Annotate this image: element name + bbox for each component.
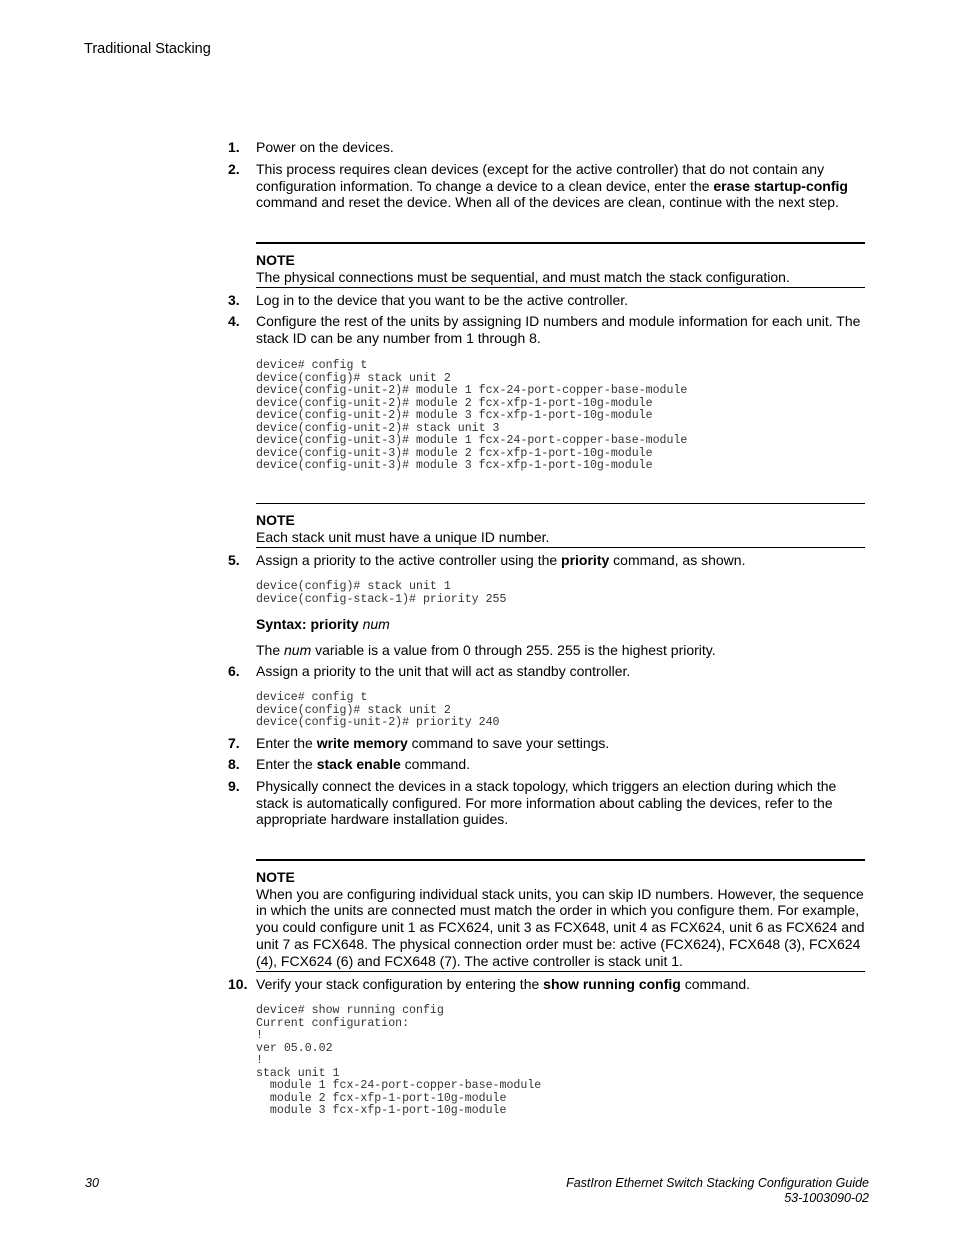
- command-name: write memory: [316, 735, 408, 751]
- step-text: Configure the rest of the units by assigning ID numbers and module information for each unit. The stack ID can be any number from 1 through 8.: [256, 313, 861, 346]
- step-number: 9.: [228, 778, 240, 794]
- command-name: show running config: [543, 976, 681, 992]
- step-text: Assign a priority to the unit that will act as standby controller.: [256, 663, 631, 679]
- note-label: NOTE: [256, 869, 295, 885]
- note-text: The physical connections must be sequential, and must match the stack configuration.: [256, 268, 790, 285]
- step-7: [228, 735, 868, 752]
- step-text: Power on the devices.: [256, 139, 394, 155]
- note-top-rule: [256, 503, 865, 504]
- command-name: erase startup-config: [713, 177, 848, 194]
- note-text: Each stack unit must have a unique ID number.: [256, 528, 550, 545]
- step-5: [228, 552, 868, 569]
- code-block-2: device(config)# stack unit 1 device(config-stack-1)# priority 255: [256, 580, 507, 606]
- step-text: Assign a priority to the active controller using the priority command, as shown.: [256, 552, 746, 568]
- step-number: 1.: [228, 139, 240, 155]
- syntax-arg: num: [362, 616, 390, 632]
- note-top-rule: [256, 859, 865, 861]
- note-top-rule: [256, 242, 865, 244]
- note-1: [256, 242, 865, 288]
- step-1: [228, 139, 868, 156]
- step-8: [228, 756, 868, 773]
- num-description: The num variable is a value from 0 through 255. 255 is the highest priority.: [256, 642, 716, 658]
- step-text: Verify your stack configuration by entering the show running config command.: [256, 976, 751, 992]
- note-bottom-rule: [256, 547, 865, 548]
- step-text: Physically connect the devices in a stack topology, which triggers an election during which the stack is automatically configured. For more information about cabling the devices, refer to the appropriate hardware installation guides.: [256, 778, 837, 828]
- command-name: stack enable: [316, 756, 401, 772]
- note-label: NOTE: [256, 512, 295, 528]
- step-number: 7.: [228, 735, 240, 751]
- step-number: 4.: [228, 313, 240, 329]
- step-2: [228, 161, 868, 211]
- step-9: [228, 778, 868, 828]
- note-text: When you are configuring individual stack units, you can skip ID numbers. However, the sequence in which the units are connected must match the order in which you configure them. For example, you could configure unit 1 as FCX624, unit 3 as FCX648, unit 4 as FCX624, unit 6 as FCX624 and unit 7 as FCX648. The physical connection order must be: active (FCX624), FCX648 (3), FCX624 (4), FCX624 (6) and FCX648 (7). The active controller is stack unit 1.: [256, 885, 865, 969]
- note-bottom-rule: [256, 287, 865, 288]
- command-name: priority: [561, 552, 610, 568]
- step-number: 10.: [228, 976, 248, 992]
- step-4: [228, 313, 868, 346]
- note-3: [256, 859, 865, 972]
- note-2: [256, 503, 865, 548]
- section-header: Traditional Stacking: [84, 41, 211, 57]
- step-10: [228, 976, 868, 993]
- step-6: [228, 663, 868, 680]
- step-number: 8.: [228, 756, 240, 772]
- note-bottom-rule: [256, 971, 865, 972]
- step-number: 6.: [228, 663, 240, 679]
- step-text: Log in to the device that you want to be the active controller.: [256, 292, 629, 308]
- code-block-1: device# config t device(config)# stack unit 2 device(config-unit-2)# module 1 fcx-24-port-copper-base-module device(config-unit-2)# module 2 fcx-xfp-1-port-10g-module device(config-unit-2)# module 3 fcx-xfp-1-port-10g-module device(config-unit-2)# stack unit 3 device(config-unit-3)# module 1 fcx-24-port-copper-base-module device(config-unit-3)# module 2 fcx-xfp-1-port-10g-module device(config-unit-3)# module 3 fcx-xfp-1-port-10g-module: [256, 359, 688, 472]
- step-text: Enter the write memory command to save your settings.: [256, 735, 610, 751]
- step-number: 5.: [228, 552, 240, 568]
- step-number: 3.: [228, 292, 240, 308]
- step-number: 2.: [228, 161, 240, 177]
- step-text: This process requires clean devices (except for the active controller) that do not contain any configuration information. To change a device to a clean device, enter the erase startup-config command and reset the device. When all of the devices are clean, continue with the next step.: [256, 161, 848, 211]
- code-block-4: device# show running config Current configuration: ! ver 05.0.02 ! stack unit 1 module 1 fcx-24-port-copper-base-module module 2 fcx-xfp-1-port-10g-module module 3 fcx-xfp-1-port-10g-module: [256, 1004, 542, 1117]
- doc-title: FastIron Ethernet Switch Stacking Configuration Guide: [566, 1176, 869, 1190]
- note-label: NOTE: [256, 252, 295, 268]
- page-number: 30: [85, 1176, 99, 1190]
- step-text: Enter the stack enable command.: [256, 756, 471, 772]
- doc-number: 53-1003090-02: [784, 1191, 869, 1205]
- syntax-line: Syntax: priority num: [256, 616, 390, 632]
- code-block-3: device# config t device(config)# stack unit 2 device(config-unit-2)# priority 240: [256, 691, 500, 729]
- footer-doc-info: [566, 1176, 869, 1206]
- step-3: [228, 292, 868, 309]
